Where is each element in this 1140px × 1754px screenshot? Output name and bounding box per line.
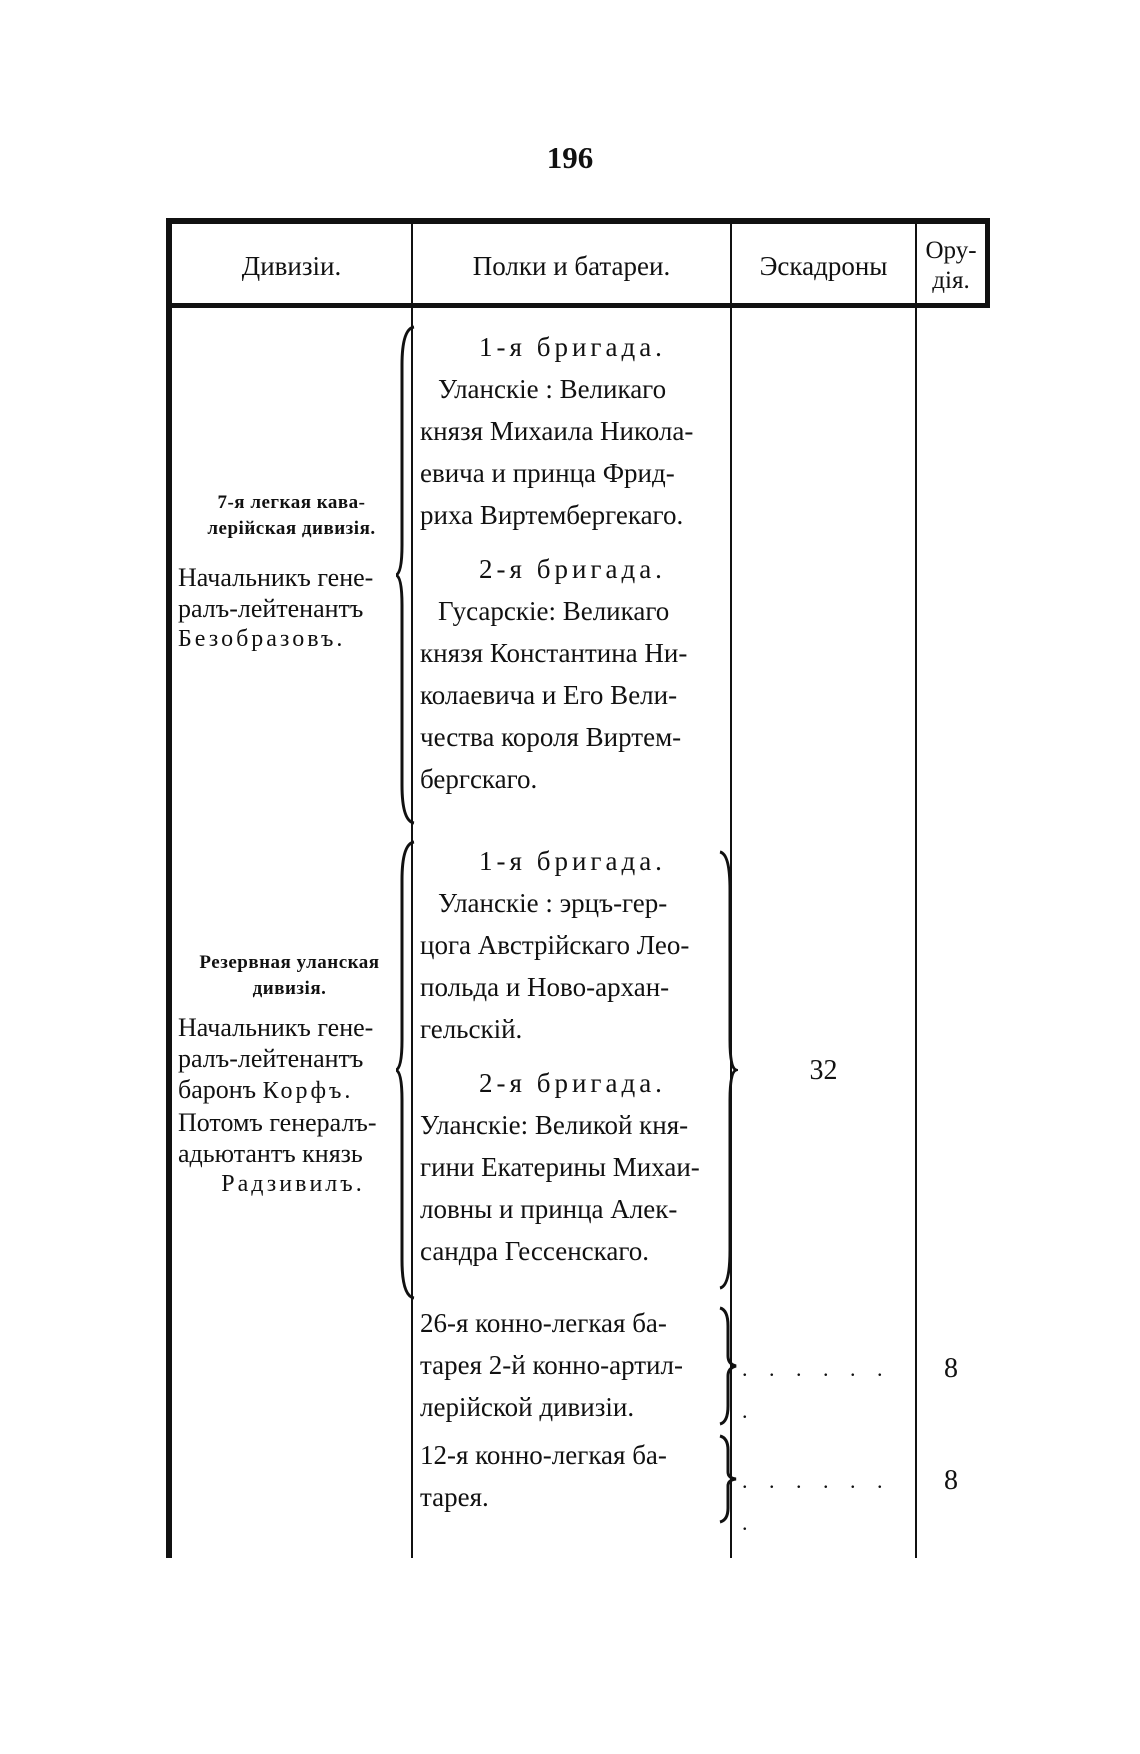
- dots-battery-26: . . . . . . .: [742, 1356, 891, 1423]
- d1-brigade-1-line4: риха Виртембергекаго.: [420, 500, 684, 530]
- guns-battery-26: 8: [944, 1353, 958, 1384]
- d1-brigade-1-title: 1-я бригада.: [479, 332, 666, 362]
- division-2-text-line4: Потомъ генералъ-: [178, 1108, 377, 1137]
- division-1-title: [172, 490, 411, 542]
- table-top-border: [166, 218, 990, 224]
- battery-12: [420, 1434, 720, 1518]
- division-2-title-line2: дивизія.: [252, 978, 327, 999]
- regiments-division-2: [420, 840, 725, 1272]
- d2-brigade-2-line1: Уланскіе: Великой кня-: [420, 1110, 689, 1140]
- d1-brigade-2-line4: чества короля Виртем-: [420, 722, 682, 752]
- d1-brigade-1-line3: евича и принца Фрид-: [420, 458, 675, 488]
- division-2-text-line3: [178, 1074, 408, 1107]
- d2-brigade-2-title: 2-я бригада.: [479, 1068, 666, 1098]
- header-regiments: Полки и батареи.: [472, 250, 671, 281]
- table-left-border: [166, 218, 172, 1558]
- d1-brigade-2-line3: колаевича и Его Вели-: [420, 680, 678, 710]
- division-1-text-line1: Начальникъ гене-: [178, 563, 374, 592]
- d2-brigade-1-title: 1-я бригада.: [479, 846, 666, 876]
- division-2-commander-1: Корфъ.: [262, 1078, 354, 1104]
- division-1-title-line2: лерійская дивизія.: [207, 518, 376, 539]
- division-1-commander: Безобразовъ.: [178, 626, 346, 652]
- brace-division-2: [396, 840, 418, 1300]
- brace-division-1: [396, 325, 418, 825]
- d1-brigade-2-line2: князя Константина Ни-: [420, 638, 688, 668]
- battery-26-line3: лерійской дивизіи.: [420, 1392, 635, 1422]
- d1-brigade-2-title: 2-я бригада.: [479, 554, 666, 584]
- d2-brigade-2-line2: гини Екатерины Михаи-: [420, 1152, 700, 1182]
- division-2-title: [168, 950, 411, 1002]
- division-2-text-line1: Начальникъ гене-: [178, 1013, 374, 1042]
- table-right-border: [985, 218, 990, 308]
- division-1-text: [178, 562, 408, 655]
- battery-26-line2: тарея 2-й конно-артил-: [420, 1350, 683, 1380]
- header-guns-line2: дія.: [932, 267, 970, 294]
- regiments-division-1: [420, 326, 725, 800]
- division-1-text-line2: ралъ-лейтенантъ: [178, 594, 364, 623]
- d2-brigade-1-line3: польда и Ново-архан-: [420, 972, 670, 1002]
- header-guns-line1: Ору-: [925, 237, 977, 264]
- header-guns: [917, 225, 985, 307]
- battery-26: [420, 1302, 720, 1428]
- d2-brigade-1-line2: цога Австрійскаго Лео-: [420, 930, 690, 960]
- battery-12-line1: 12-я конно-легкая ба-: [420, 1440, 667, 1470]
- page-number: 196: [546, 140, 594, 175]
- d1-brigade-1-line1: Уланскіе : Великаго: [438, 374, 667, 404]
- division-2-text-line3-prefix: баронъ: [178, 1075, 263, 1104]
- dots-battery-12: . . . . . . .: [742, 1468, 891, 1535]
- battery-12-line2: тарея.: [420, 1482, 489, 1512]
- division-2-text-line5: адьютантъ князь: [178, 1139, 363, 1168]
- d2-brigade-1-line1: Уланскіе : эрцъ-гер-: [438, 888, 668, 918]
- d1-brigade-1-line2: князя Михаила Никола-: [420, 416, 694, 446]
- header-squadrons: Эскадроны: [759, 250, 888, 281]
- d2-brigade-1-line4: гельскій.: [420, 1014, 523, 1044]
- division-2-text-line2: ралъ-лейтенантъ: [178, 1044, 364, 1073]
- d1-brigade-2-line5: бергскаго.: [420, 764, 538, 794]
- division-2-title-line1: Резервная уланская: [199, 952, 380, 973]
- division-2-text: [178, 1012, 408, 1200]
- division-1-title-line1: 7-я легкая кава-: [217, 492, 366, 513]
- d2-brigade-2-line3: ловны и принца Алек-: [420, 1194, 678, 1224]
- battery-26-line1: 26-я конно-легкая ба-: [420, 1308, 667, 1338]
- header-divisions: Дивизіи.: [241, 250, 342, 281]
- squadrons-total: 32: [809, 1055, 838, 1086]
- guns-battery-12: 8: [944, 1465, 958, 1496]
- division-2-commander-2: Радзивилъ.: [221, 1171, 365, 1197]
- d1-brigade-2-line1: Гусарскіе: Великаго: [438, 596, 670, 626]
- d2-brigade-2-line4: сандра Гессенскаго.: [420, 1236, 649, 1266]
